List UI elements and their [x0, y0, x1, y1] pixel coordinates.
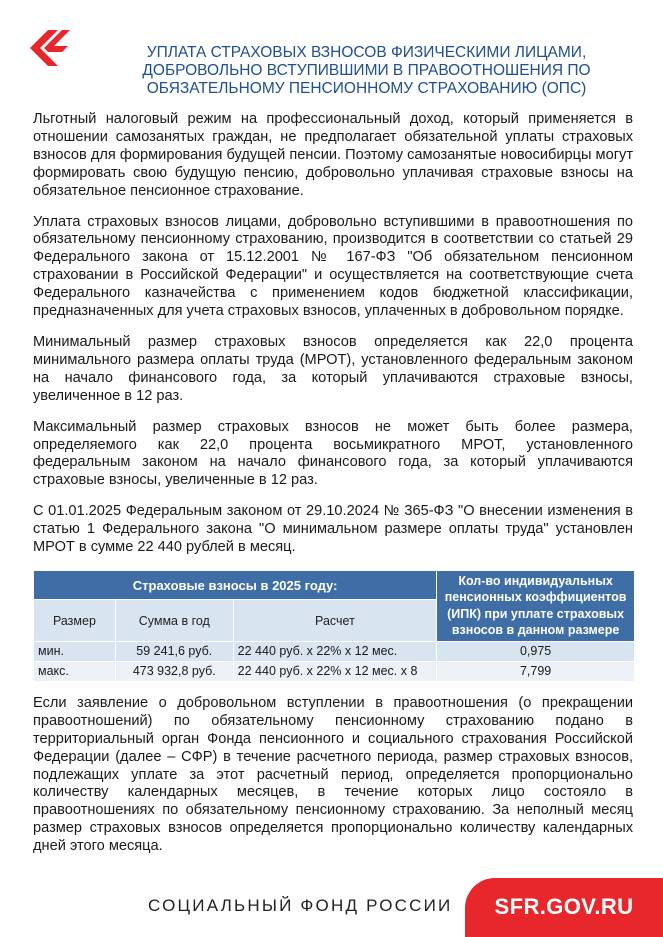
table-cell: 22 440 руб. х 22% х 12 мес.	[233, 641, 437, 661]
table-header-ipk: Кол-во индивидуальных пенсионных коэффициентов (ИПК) при уплате страховых взносов в данном размере	[437, 570, 635, 641]
table-cell: 0,975	[437, 641, 635, 661]
table-cell: мин.	[34, 641, 116, 661]
footer-url-link[interactable]: SFR.GOV.RU	[494, 894, 634, 919]
table-row	[34, 661, 635, 681]
paragraph-maximum: Максимальный размер страховых взносов не может быть более размера, определяемого как 22,0 процента восьмикратного МРОТ, установленного федеральным законом на начало финансового года, за который уплачиваются страховые взносы, увеличенные в 12 раз.	[33, 418, 633, 489]
paragraph-mrot: С 01.01.2025 Федеральным законом от 29.10.2024 № 365-ФЗ "О внесении изменения в статью 1 Федерального закона "О минимальном размере оплаты труда" установлен МРОТ в сумме 22 440 рублей в месяц.	[33, 503, 633, 556]
title-line: ДОБРОВОЛЬНО ВСТУПИВШИМИ В ПРАВООТНОШЕНИЯ ПО	[142, 62, 591, 79]
title-line: УПЛАТА СТРАХОВЫХ ВЗНОСОВ ФИЗИЧЕСКИМИ ЛИЦАМИ,	[146, 44, 587, 61]
table-cell: 59 241,6 руб.	[115, 641, 233, 661]
column-header: Размер	[34, 600, 116, 642]
table-row	[34, 641, 635, 661]
column-header: Сумма в год	[115, 600, 233, 642]
paragraph-minimum: Минимальный размер страховых взносов определяется как 22,0 процента минимального размера оплаты труда (МРОТ), установленного федеральным законом на начало финансового года, за который уплачиваются страховые взносы, увеличенное в 12 раз.	[33, 333, 633, 404]
table-cell: 22 440 руб. х 22% х 12 мес. х 8	[233, 661, 437, 681]
footer-org-name: СОЦИАЛЬНЫЙ ФОНД РОССИИ	[148, 896, 453, 915]
table-header-main: Страховые взносы в 2025 году:	[34, 570, 437, 599]
column-header: Расчет	[233, 600, 437, 642]
page-title	[100, 44, 633, 98]
sfr-logo-icon	[24, 22, 74, 72]
title-line: ОБЯЗАТЕЛЬНОМУ ПЕНСИОННОМУ СТРАХОВАНИЮ (ОПС)	[146, 80, 587, 97]
contributions-table	[33, 570, 635, 682]
paragraph-law: Уплата страховых взносов лицами, добровольно вступившими в правоотношения по обязательному пенсионному страхованию, производится в соответствии со статьей 29 Федерального закона от 15.12.2001 № 167-ФЗ "Об обязательном пенсионном страховании в Российской Федерации" и осуществляется на соответствующие счета Федерального казначейства с применением кодов бюджетной классификации, предназначенных для учета страховых взносов, уплаченных в добровольном порядке.	[33, 213, 633, 320]
table-cell: 7,799	[437, 661, 635, 681]
document-body	[33, 111, 633, 869]
table-cell: 473 932,8 руб.	[115, 661, 233, 681]
paragraph-closing: Если заявление о добровольном вступлении в правоотношения (о прекращении правоотношений) по обязательному пенсионному страхованию подано в территориальный орган Фонда пенсионного и социального страхования Российской Федерации (далее – СФР) в течение расчетного периода, размер страховых взносов, подлежащих уплате за этот расчетный период, определяется пропорционально количеству календарных месяцев, в течение которых лицо состояло в правоотношениях по обязательному пенсионному страхованию. За неполный месяц размер страховых взносов определяется пропорционально количеству календарных дней этого месяца.	[33, 694, 633, 855]
footer-url-badge	[465, 878, 663, 937]
paragraph-intro: Льготный налоговый режим на профессиональный доход, который применяется в отношении самозанятых граждан, не предполагает обязательной уплаты страховых взносов для формирования будущей пенсии. Поэтому самозанятые новосибирцы могут формировать свою будущую пенсию, добровольно уплачивая страховые взносы на обязательное пенсионное страхование.	[33, 111, 633, 199]
table-cell: макс.	[34, 661, 116, 681]
